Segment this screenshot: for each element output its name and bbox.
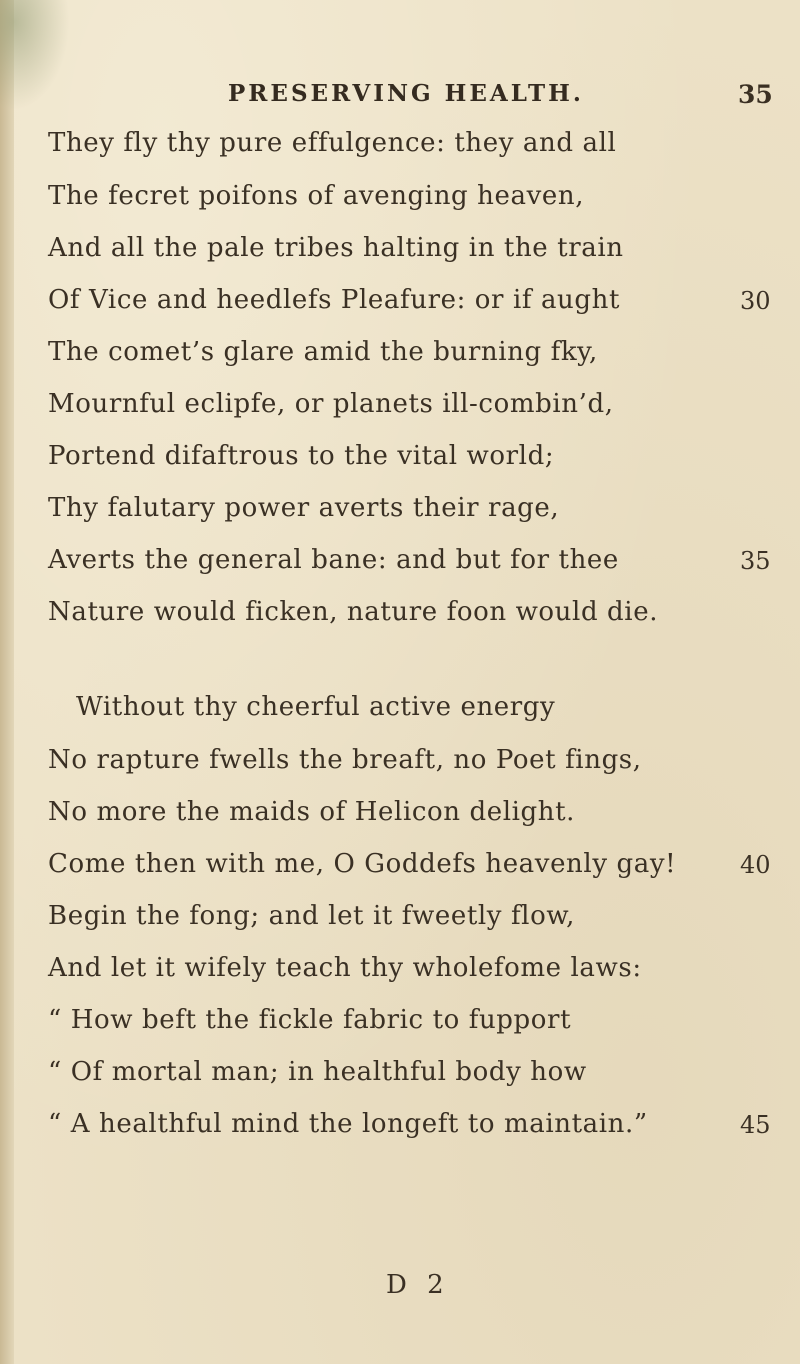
verse-line: And all the pale tribes halting in the train (48, 233, 624, 263)
running-head: PRESERVING HEALTH. (228, 80, 584, 107)
verse-line: Mournful eclipfe, or planets ill-combin’d, (48, 389, 614, 419)
verse-line: Without thy cheerful active energy (76, 692, 556, 722)
verse-line: Portend difaftrous to the vital world; (48, 441, 555, 471)
signature-mark: D 2 (386, 1270, 450, 1300)
line-number: 40 (740, 851, 771, 879)
verse-line: “ A healthful mind the longeft to maintain.” (48, 1109, 648, 1139)
verse-line: Nature would ficken, nature foon would die. (48, 597, 659, 627)
verse-line: And let it wifely teach thy wholefome laws: (48, 953, 642, 983)
line-number: 45 (740, 1111, 771, 1139)
verse-line: “ Of mortal man; in healthful body how (48, 1057, 587, 1087)
line-number: 35 (740, 547, 771, 575)
verse-line: Come then with me, O Goddefs heavenly gay! (48, 849, 677, 879)
verse-line: Thy falutary power averts their rage, (48, 493, 560, 523)
verse-line: No rapture fwells the breaft, no Poet fings, (48, 745, 642, 775)
page-number: 35 (738, 80, 773, 109)
verse-line: They fly thy pure effulgence: they and all (48, 128, 617, 158)
verse-line: The fecret poifons of avenging heaven, (48, 181, 585, 211)
verse-line: No more the maids of Helicon delight. (48, 797, 576, 827)
verse-line: The comet’s glare amid the burning fky, (48, 337, 598, 367)
verse-line: Begin the fong; and let it fweetly flow, (48, 901, 575, 931)
line-number: 30 (740, 287, 771, 315)
verse-line: Averts the general bane: and but for thee (48, 545, 619, 575)
verse-line: “ How beft the fickle fabric to fupport (48, 1005, 572, 1035)
verse-line: Of Vice and heedlefs Pleafure: or if aught (48, 285, 621, 315)
